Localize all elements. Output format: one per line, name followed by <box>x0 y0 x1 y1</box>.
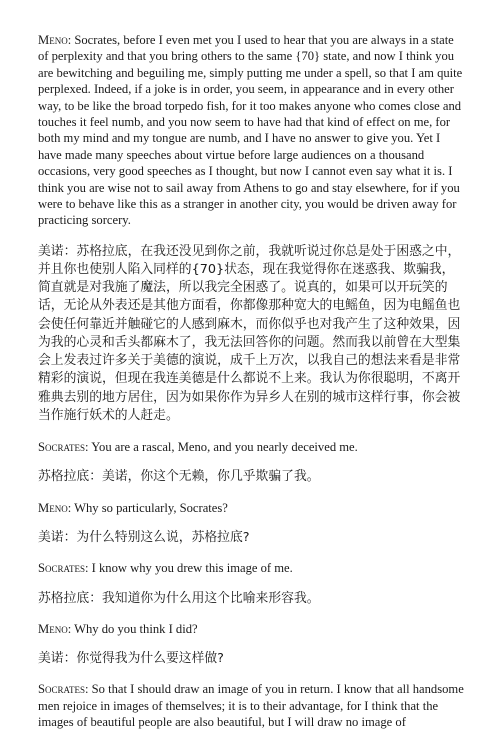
paragraph-text: 苏格拉底：我知道你为什么用这个比喻来形容我。 <box>38 590 320 606</box>
paragraph-socrates-en: Socrates: So that I should draw an image of you in return. I know that all handsome men rejoice in images of themselves; it is to their advantage, for I think that the images of beautiful people are also beautiful, but I will draw no image of <box>38 682 464 730</box>
paragraph-text: So that I should draw an image of you in return. I know that all handsome men rejoice in images of themselves; it is to their advantage, for I think that the images of beautiful people are also beautiful, but I will draw no image of <box>38 682 464 730</box>
document-page <box>38 32 466 745</box>
paragraph-text: 苏格拉底：美诺，你这个无赖，你几乎欺骗了我。 <box>38 469 320 485</box>
speaker-label: Meno <box>38 621 68 636</box>
speaker-label: Meno <box>38 33 68 47</box>
paragraph-text: 美诺：苏格拉底，在我还没见到你之前，我就听说过你总是处于困惑之中，并且你也使别人陷入同样的{70}状态，现在我觉得你在迷惑我、欺骗我，简直就是对我施了魔法，所以我完全困惑了。说真的，如果可以开玩笑的话，无论从外表还是其他方面看，你都像那种宽大的电鳐鱼，因为电鳐鱼也会使任何靠近并触碰它的人感到麻木，而你似乎也对我产生了这种效果，因为我的心灵和舌头都麻木了，我无法回答你的问题。然而我以前曾在大型集会上发表过许多关于美德的演说，成千上万次，以我自己的想法来看是非常精彩的演说，但现在我连美德是什么都说不上来。我认为你很聪明，不离开雅典去别的地方居住，因为如果你作为异乡人在别的城市这样行事，你会被当作施行妖术的人赶走。 <box>38 243 461 423</box>
paragraph-meno-en: Meno: Why so particularly, Socrates? <box>38 500 228 515</box>
paragraph-meno-en: Meno: Socrates, before I even met you I used to hear that you are always in a state of perplexity and that you bring others to the same {70} state, and now I think you are bewitching and beguiling me, simply putting me under a spell, so that I am quite perplexed. Indeed, if a joke is in order, you seem, in appearance and in every other way, to be like the broad torpedo fish, for it too makes anyone who comes close and touches it feel numb, and you now seem to have had that kind of effect on me, for both my mind and my tongue are numb, and I have no answer to give you. Yet I have made many speeches about virtue before large audiences on a thousand occasions, very good speeches as I thought, but now I cannot even say what it is. I think you are wise not to sail away from Athens to go and stay elsewhere, for if you were to behave like this as a stranger in another city, you would be driven away for practicing sorcery. <box>38 33 463 228</box>
paragraph-meno-zh <box>38 650 466 668</box>
paragraph-socrates-en: Socrates: I know why you drew this image of me. <box>38 561 293 576</box>
speaker-label: Socrates <box>38 682 86 697</box>
paragraph-socrates-en: Socrates: You are a rascal, Meno, and you nearly deceived me. <box>38 439 358 454</box>
paragraph-socrates-zh <box>38 590 466 608</box>
speaker-label: Socrates <box>38 439 86 454</box>
speaker-label: Meno <box>38 500 68 515</box>
paragraph-text: 美诺：为什么特别这么说，苏格拉底? <box>38 529 250 545</box>
paragraph-text: 美诺：你觉得我为什么要这样做? <box>38 651 224 667</box>
paragraph-meno-zh <box>38 529 466 547</box>
speaker-label: Socrates <box>38 561 86 576</box>
paragraph-meno-en: Meno: Why do you think I did? <box>38 621 198 636</box>
paragraph-text: Why do you think I did? <box>74 621 198 636</box>
paragraph-text: Why so particularly, Socrates? <box>74 500 228 515</box>
paragraph-text: Socrates, before I even met you I used to hear that you are always in a state of perplexity and that you bring others to the same {70} state, and now I think you are bewitching and beguiling me, simply putting me under a spell, so that I am quite perplexed. Indeed, if a joke is in order, you seem, in appearance and in every other way, to be like the broad torpedo fish, for it too makes anyone who comes close and touches it feel numb, and you now seem to have had that kind of effect on me, for both my mind and my tongue are numb, and I have no answer to give you. Yet I have made many speeches about virtue before large audiences on a thousand occasions, very good speeches as I thought, but now I cannot even say what it is. I think you are wise not to sail away from Athens to go and stay elsewhere, for if you were to behave like this as a stranger in another city, you would be driven away for practicing sorcery. <box>38 33 463 228</box>
paragraph-meno-zh <box>38 243 466 425</box>
paragraph-socrates-zh <box>38 468 466 486</box>
paragraph-text: I know why you drew this image of me. <box>91 561 293 576</box>
paragraph-text: You are a rascal, Meno, and you nearly deceived me. <box>91 439 358 454</box>
